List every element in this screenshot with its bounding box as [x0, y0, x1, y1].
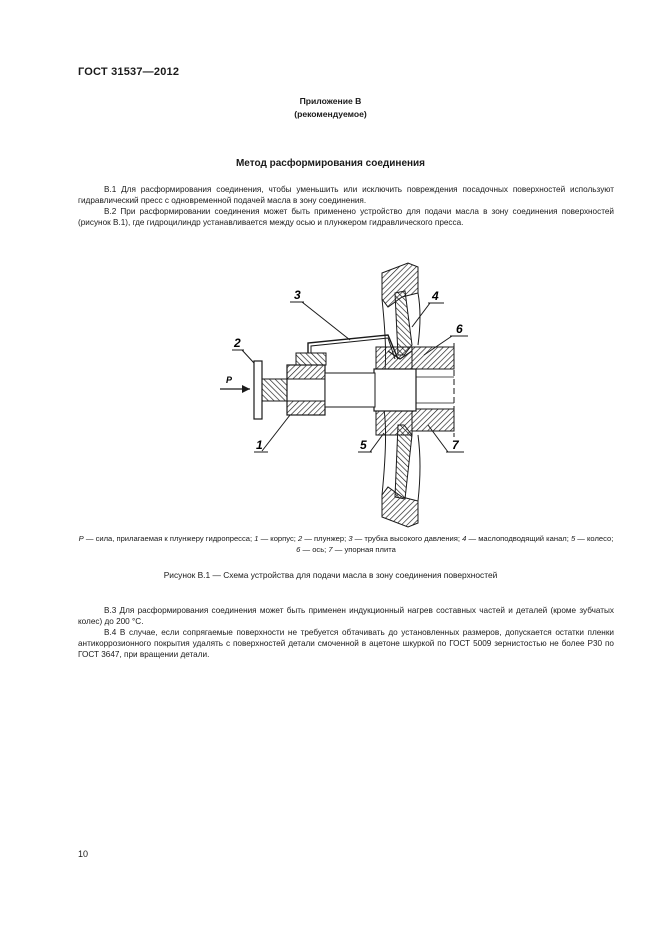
label-6: 6	[456, 322, 463, 336]
paragraph-b3: В.3 Для расформирования соединения может быть применен индукционный нагрев составных частей и деталей (кроме зубчатых колес) до 200 °С.	[78, 606, 614, 626]
label-1: 1	[256, 438, 263, 452]
paragraph-b2: В.2 При расформировании соединения может быть применено устройство для подачи масла в зону соединения поверхностей (рисунок В.1), где гидроцилиндр устанавливается между осью и плунжером гидравлического пресса.	[78, 207, 614, 227]
label-force: Р	[226, 375, 233, 385]
appendix-subtitle: (рекомендуемое)	[294, 109, 367, 119]
appendix-title: Приложение В	[299, 96, 362, 106]
figure-legend: Р — сила, прилагаемая к плунжеру гидропресса; 1 — корпус; 2 — плунжер; 3 — трубка высокого давления; 4 — маслоподводящий канал; 5 — колесо; 6 — ось; 7 — упорная плита	[78, 534, 614, 554]
plunger-shape	[254, 361, 287, 419]
label-7: 7	[452, 438, 459, 452]
label-2: 2	[234, 336, 241, 350]
paragraph-b4: В.4 В случае, если сопрягаемые поверхности не требуется обтачивать до установленных размеров, допускается остатки пленки антикоррозионного покрытия удалять с поверхностей детали смоченной в ацетоне шкуркой по ГОСТ 5009 зернистостью не более Р30 по ГОСТ 3647, при вращении детали.	[78, 628, 614, 659]
body-shape	[287, 353, 375, 415]
intro-paragraphs	[78, 184, 614, 228]
label-4: 4	[432, 289, 439, 303]
page-number: 10	[78, 849, 89, 859]
label-3: 3	[294, 288, 301, 302]
document-header: ГОСТ 31537—2012	[78, 66, 180, 78]
figure-oil-supply-device	[190, 255, 480, 530]
figure-caption: Рисунок В.1 — Схема устройства для подачи масла в зону соединения поверхностей	[163, 570, 498, 580]
stop-plate-shape	[374, 369, 416, 411]
section-title: Метод расформирования соединения	[235, 158, 426, 169]
paragraph-b1: В.1 Для расформирования соединения, чтобы уменьшить или исключить повреждения посадочных поверхностей используют гидравлический пресс с одновременной подачей масла в зону соединения.	[78, 185, 614, 205]
label-5: 5	[360, 438, 367, 452]
closing-paragraphs	[78, 605, 614, 660]
